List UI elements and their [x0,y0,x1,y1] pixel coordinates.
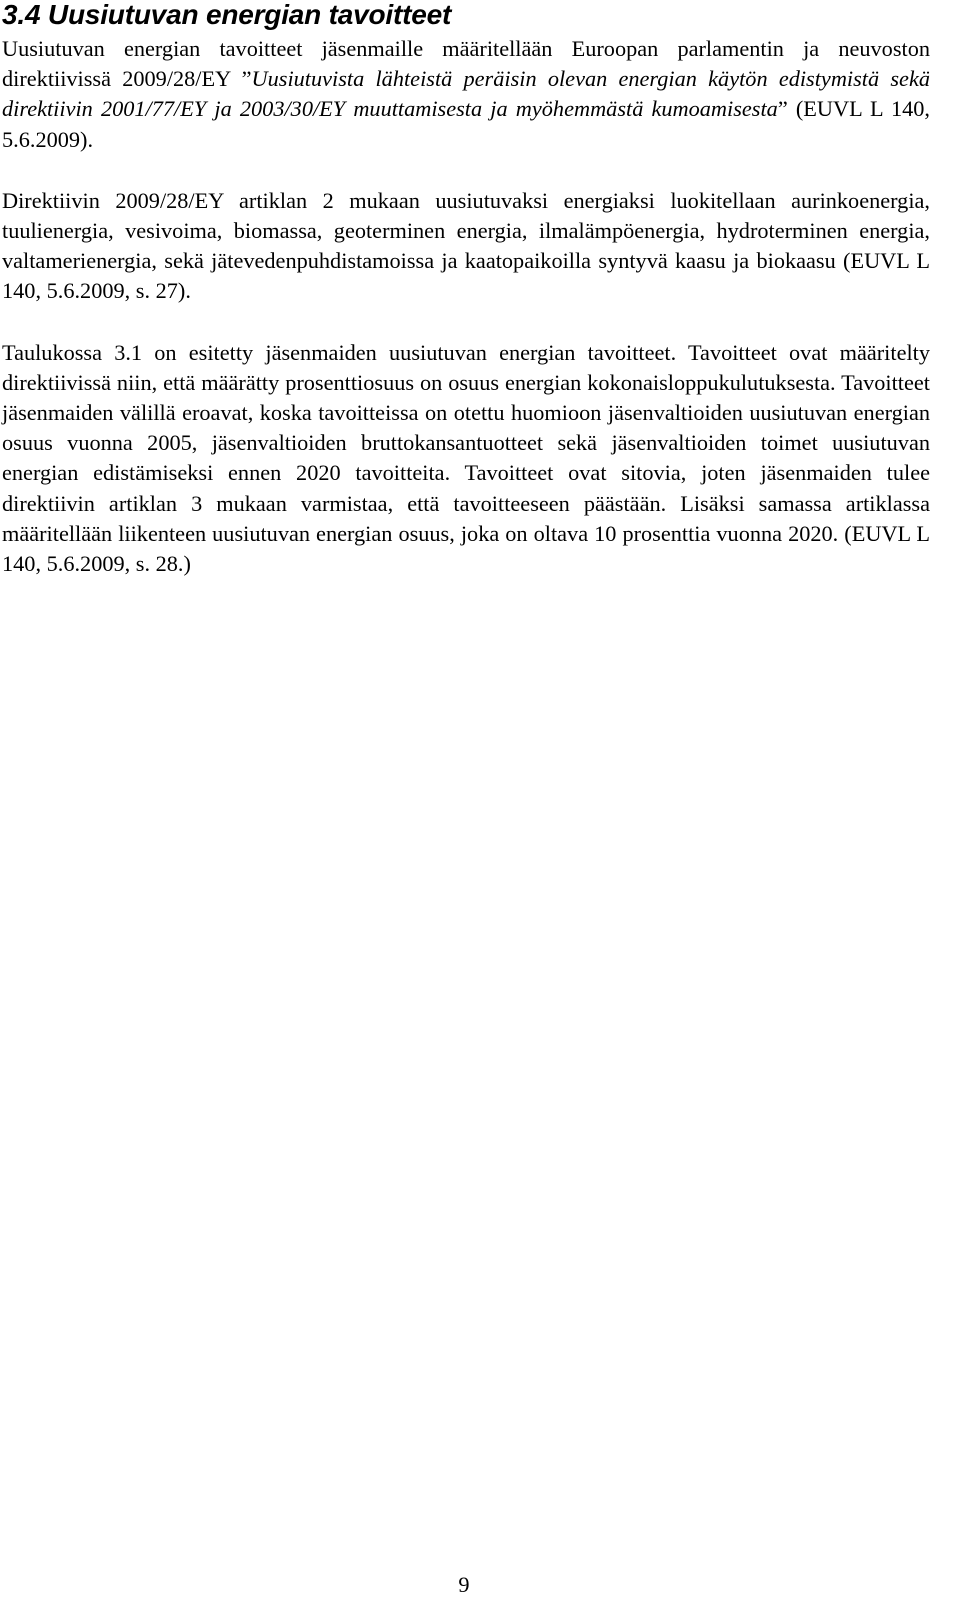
page-number: 9 [458,1572,470,1597]
paragraph-1-text-b: ” (EUVL L 140, 5.6.2009). [2,96,931,152]
paragraph-directive-intro [2,34,930,155]
document-page [2,0,930,579]
section-number: 3.4 [2,0,41,30]
section-heading [2,0,930,30]
paragraph-1-text-a: Uusiutuvan energian tavoitteet jäsenmaille määritellään Euroopan parlamentin ja neuvoston direktiivissä 2009/28/EY ” [2,36,930,92]
paragraph-member-targets: Taulukossa 3.1 on esitetty jäsenmaiden uusiutuvan energian tavoitteet. Tavoitteet ovat määritelty direktiivissä niin, että määrätty prosenttiosuus on osuus energian kokonaisloppukulutuksesta. Tavoitteet jäsenmaiden välillä eroavat, koska tavoitteissa on otettu huomioon jäsenvaltioiden uusiutuvan energian osuus vuonna 2005, jäsenvaltioiden bruttokansantuotteet sekä jäsenvaltioiden toimet uusiutuvan energian edistämiseksi ennen 2020 tavoitteita. Tavoitteet ovat sitovia, joten jäsenmaiden tulee direktiivin artiklan 3 mukaan varmistaa, että tavoitteeseen päästään. Lisäksi samassa artiklassa määritellään liikenteen uusiutuvan energian osuus, joka on oltava 10 prosenttia vuonna 2020. (EUVL L 140, 5.6.2009, s. 28.) [2,339,930,577]
paragraph-renewable-definition: Direktiivin 2009/28/EY artiklan 2 mukaan uusiutuvaksi energiaksi luokitellaan aurinkoenergia, tuulienergia, vesivoima, biomassa, geoterminen energia, ilmalämpöenergia, hydroterminen energia, valtamerienergia, sekä jätevedenpuhdistamoissa ja kaatopaikoilla syntyvä kaasu ja biokaasu (EUVL L 140, 5.6.2009, s. 27). [2,187,930,304]
section-title: Uusiutuvan energian tavoitteet [47,0,452,30]
directive-title-italic: Uusiutuvista lähteistä peräisin olevan energian käytön edistymistä sekä direktiivin 2001/77/EY ja 2003/30/EY muuttamisesta ja myöhemmästä kumoamisesta [2,66,930,122]
